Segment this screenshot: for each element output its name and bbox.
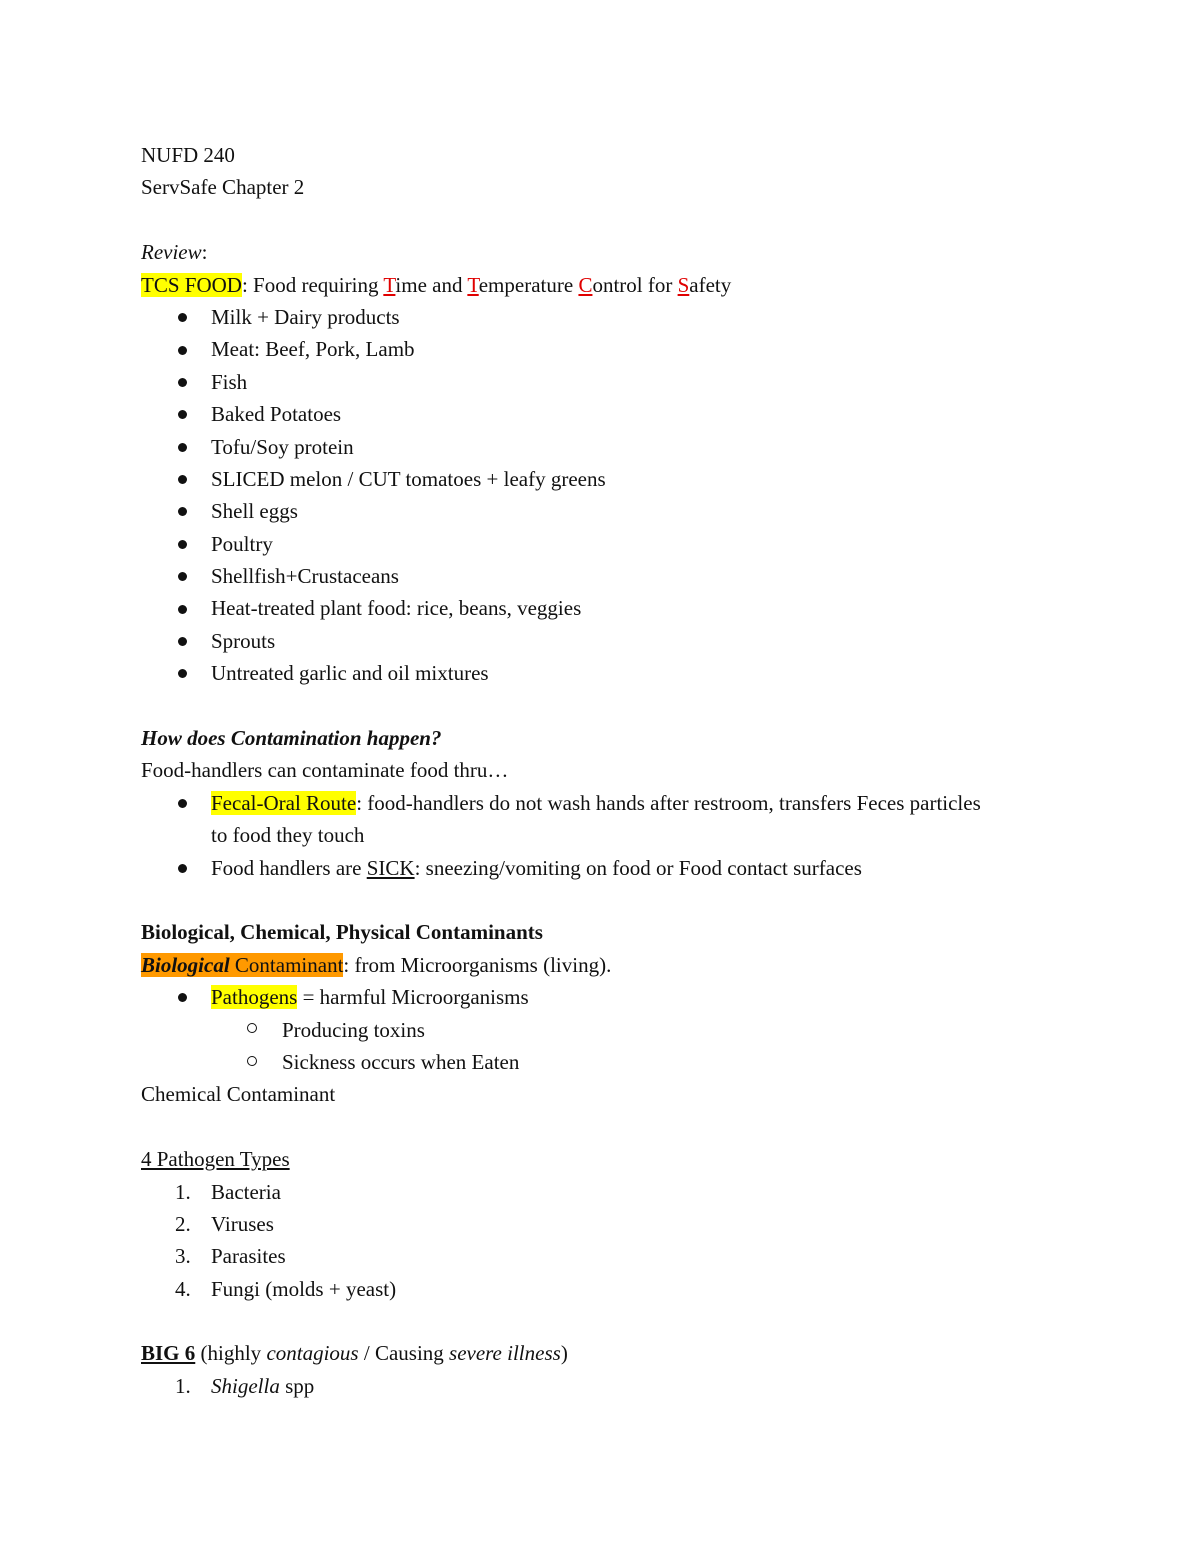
course-title: NUFD 240: [141, 143, 235, 167]
bullet-icon: [178, 475, 187, 484]
chapter-title: ServSafe Chapter 2: [141, 175, 305, 200]
list-item: Sickness occurs when Eaten: [141, 1046, 1041, 1078]
hollow-bullet-icon: [247, 1056, 257, 1066]
list-item: Tofu/Soy protein: [141, 431, 1041, 463]
list-item: Food handlers are SICK: sneezing/vomiting on food or Food contact surfaces: [141, 852, 1041, 884]
bullet-icon: [178, 993, 187, 1002]
bullet-icon: [178, 540, 187, 549]
tcs-definition: TCS FOOD: Food requiring Time and Temperature Control for Safety: [141, 272, 732, 297]
contamination-intro: Food-handlers can contaminate food thru…: [141, 758, 509, 783]
pathogen-types-list: [141, 1176, 1041, 1306]
list-item: 3. Parasites: [175, 1244, 286, 1269]
contamination-list: [141, 787, 1041, 884]
list-item: Untreated garlic and oil mixtures: [141, 657, 1041, 689]
chemical-contaminant: Chemical Contaminant: [141, 1082, 336, 1107]
list-item: 1. Shigella spp: [175, 1373, 315, 1398]
bullet-icon: [178, 443, 187, 452]
bullet-icon: [178, 669, 187, 678]
hollow-bullet-icon: [247, 1023, 257, 1033]
tcs-term: TCS FOOD: [141, 272, 242, 297]
big6-heading: BIG 6 (highly contagious / Causing severe illness): [141, 1341, 568, 1366]
review-label: Review:: [141, 240, 208, 265]
bullet-icon: [178, 572, 187, 581]
big6-list: [141, 1370, 1041, 1402]
pathogens-list: [141, 981, 1041, 1078]
bullet-icon: [178, 799, 187, 808]
list-item: Shell eggs: [141, 495, 1041, 527]
bullet-icon: [178, 507, 187, 516]
list-item: Meat: Beef, Pork, Lamb: [141, 333, 1041, 365]
list-item: Baked Potatoes: [141, 398, 1041, 430]
tcs-food-list: [141, 301, 1041, 690]
list-item: Heat-treated plant food: rice, beans, veggies: [141, 592, 1041, 624]
list-item: 4. Fungi (molds + yeast): [175, 1276, 397, 1301]
list-item: Milk + Dairy products: [141, 301, 1041, 333]
biological-definition: Biological Contaminant: from Microorganisms (living).: [141, 952, 612, 977]
bullet-icon: [178, 605, 187, 614]
list-item: 2. Viruses: [175, 1211, 274, 1236]
list-item: Fish: [141, 366, 1041, 398]
list-item: Sprouts: [141, 625, 1041, 657]
list-item: Fecal-Oral Route: food-handlers do not wash hands after restroom, transfers Feces particles to food they touch: [141, 787, 1001, 852]
list-item: Poultry: [141, 528, 1041, 560]
bullet-icon: [178, 313, 187, 322]
list-item: Shellfish+Crustaceans: [141, 560, 1041, 592]
list-item: 1. Bacteria: [175, 1179, 281, 1204]
bullet-icon: [178, 637, 187, 646]
pathogen-types-heading: 4 Pathogen Types: [141, 1147, 290, 1172]
list-item: Producing toxins: [141, 1014, 1041, 1046]
bullet-icon: [178, 378, 187, 387]
contamination-heading: How does Contamination happen?: [141, 726, 442, 751]
contaminants-heading: Biological, Chemical, Physical Contaminants: [141, 920, 543, 945]
list-item: Pathogens = harmful Microorganisms: [141, 981, 1041, 1013]
list-item: SLICED melon / CUT tomatoes + leafy greens: [141, 463, 1041, 495]
bullet-icon: [178, 346, 187, 355]
document-page: [141, 139, 1041, 1402]
bullet-icon: [178, 864, 187, 873]
bullet-icon: [178, 410, 187, 419]
